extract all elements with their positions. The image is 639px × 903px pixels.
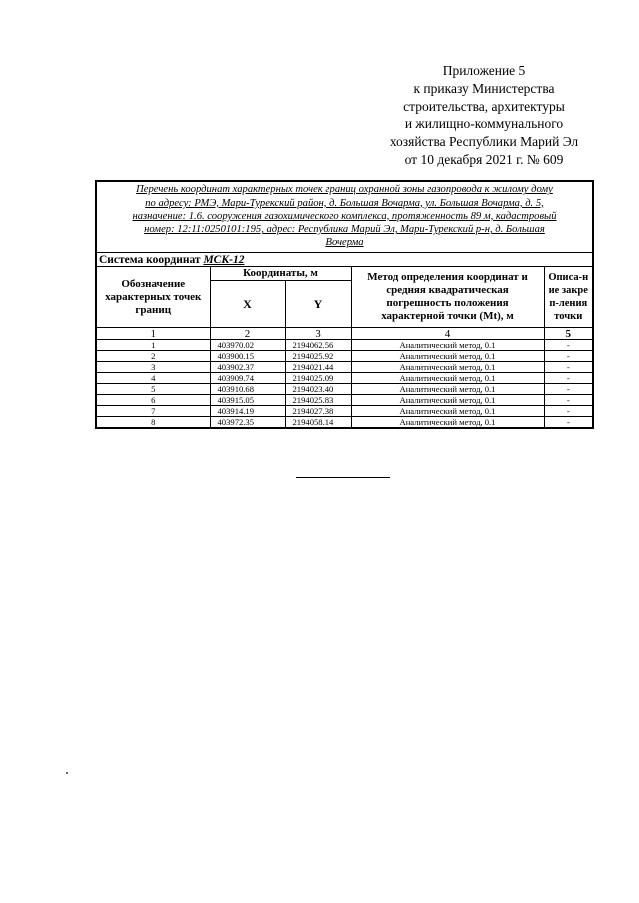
row-x: 403972.35: [210, 417, 285, 429]
row-description: -: [544, 351, 593, 362]
row-description: -: [544, 373, 593, 384]
coordinate-system-label: Система координат: [99, 253, 201, 266]
row-point: 8: [96, 417, 210, 429]
column-number: 1: [96, 328, 210, 340]
header-description-text: Описа-ние закреп-ления точки: [548, 272, 589, 322]
title-line: по адресу: РМЭ, Мари-Турекский район, д. Большая Вочарма, ул. Большая Вочарма, д. 5,: [145, 197, 544, 209]
row-description: -: [544, 340, 593, 351]
header-line: от 10 декабря 2021 г. № 609: [404, 151, 564, 167]
table-row: [96, 373, 593, 384]
header-x: X: [210, 281, 285, 328]
title-line: Вочерма: [325, 237, 364, 249]
row-point: 2: [96, 351, 210, 362]
row-method: Аналитический метод, 0.1: [351, 373, 544, 384]
row-y: 2194062.56: [285, 340, 351, 351]
column-number: 2: [210, 328, 285, 340]
separator-line: [296, 477, 390, 478]
row-point: 7: [96, 406, 210, 417]
header-line: Приложение 5: [442, 63, 526, 78]
header-method: Метод определения координат и средняя квадратическая погрешность положения характерной точки (Mt), м: [351, 267, 544, 328]
header-point-designation: Обозначение характерных точек границ: [96, 267, 210, 328]
table-row: [96, 417, 593, 429]
coordinate-system-value: МСК-12: [203, 253, 245, 266]
row-description: -: [544, 417, 593, 429]
header-coordinates: Координаты, м: [210, 267, 351, 281]
order-appendix-header: [350, 62, 618, 169]
row-description: -: [544, 362, 593, 373]
header-line: хозяйства Республики Марий Эл: [389, 134, 579, 150]
row-method: Аналитический метод, 0.1: [351, 362, 544, 373]
row-method: Аналитический метод, 0.1: [351, 417, 544, 429]
row-point: 3: [96, 362, 210, 373]
header-description: [544, 267, 593, 328]
row-point: 6: [96, 395, 210, 406]
row-x: 403914.19: [210, 406, 285, 417]
header-line: к приказу Министерства: [413, 80, 555, 96]
row-method: Аналитический метод, 0.1: [351, 340, 544, 351]
coordinates-table: [95, 180, 594, 429]
row-x: 403902.37: [210, 362, 285, 373]
row-y: 2194058.14: [285, 417, 351, 429]
row-method: Аналитический метод, 0.1: [351, 384, 544, 395]
header-line: строительства, архитектуры: [403, 98, 565, 114]
row-y: 2194025.92: [285, 351, 351, 362]
row-x: 403900.15: [210, 351, 285, 362]
column-number: 5: [544, 328, 593, 340]
row-y: 2194025.09: [285, 373, 351, 384]
row-y: 2194027.38: [285, 406, 351, 417]
column-number: 3: [285, 328, 351, 340]
table-row: [96, 362, 593, 373]
table-row: [96, 395, 593, 406]
row-description: -: [544, 406, 593, 417]
row-point: 4: [96, 373, 210, 384]
table-title: [96, 181, 593, 253]
header-line: и жилищно-коммунального: [404, 116, 564, 132]
header-y: Y: [285, 281, 351, 328]
coordinate-system-row: [96, 253, 593, 267]
table-row: [96, 384, 593, 395]
row-x: 403909.74: [210, 373, 285, 384]
row-description: -: [544, 395, 593, 406]
row-point: 1: [96, 340, 210, 351]
row-x: 403910.68: [210, 384, 285, 395]
table-row: [96, 340, 593, 351]
title-line: назначение: 1.6. сооружения газохимического комплекса, протяженность 89 м, кадастровый: [132, 210, 557, 222]
title-line: Перечень координат характерных точек границ охранной зоны газопровода к жилому дому: [136, 184, 553, 196]
title-line: номер: 12:11:0250101:195, адрес: Республика Марий Эл, Мари-Турекский р-н, д. Большая: [144, 224, 545, 236]
table-row: [96, 406, 593, 417]
row-method: Аналитический метод, 0.1: [351, 406, 544, 417]
row-method: Аналитический метод, 0.1: [351, 351, 544, 362]
row-y: 2194025.83: [285, 395, 351, 406]
row-method: Аналитический метод, 0.1: [351, 395, 544, 406]
row-x: 403970.02: [210, 340, 285, 351]
row-x: 403915.05: [210, 395, 285, 406]
row-y: 2194023.40: [285, 384, 351, 395]
row-description: -: [544, 384, 593, 395]
row-point: 5: [96, 384, 210, 395]
column-number: 4: [351, 328, 544, 340]
row-y: 2194021.44: [285, 362, 351, 373]
table-row: [96, 351, 593, 362]
scan-speck: [66, 772, 68, 774]
